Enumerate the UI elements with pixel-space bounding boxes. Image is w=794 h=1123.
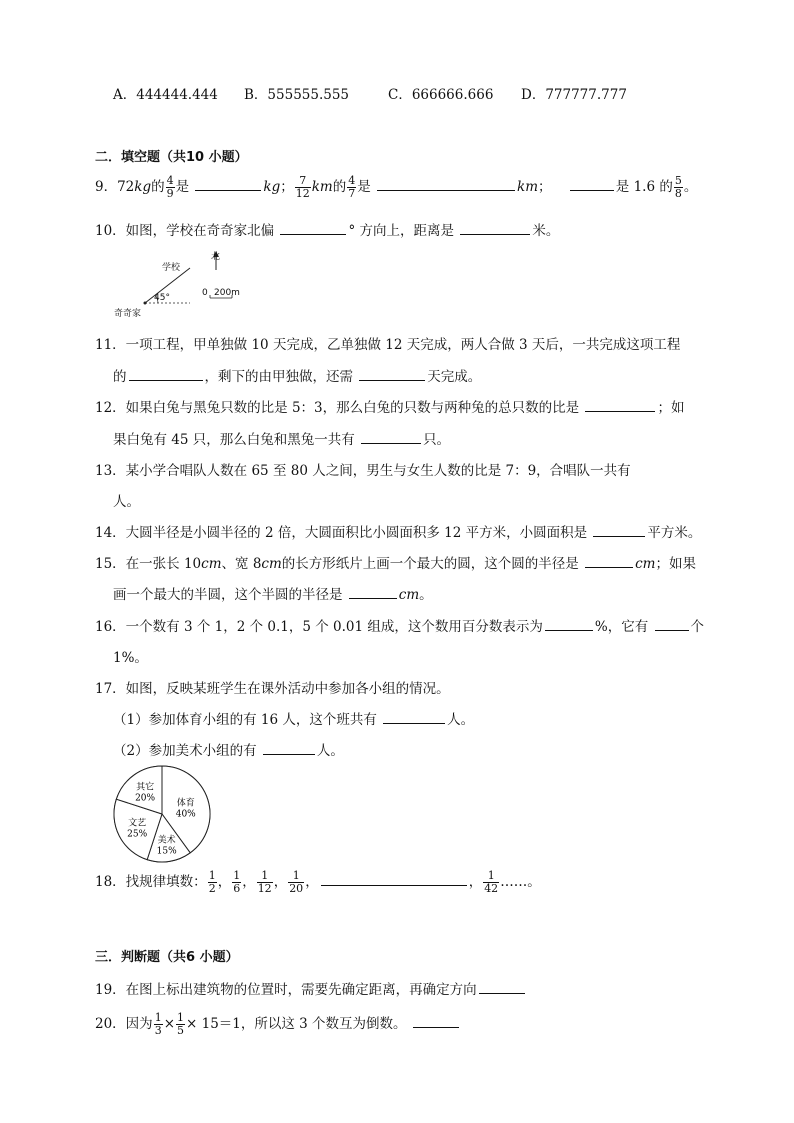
label-school: 学校 (162, 263, 181, 273)
pie-label-category: 体育 (176, 798, 195, 809)
option-c: C．666666.666 (388, 87, 494, 103)
answer-blank[interactable] (460, 222, 530, 235)
pie-label-category: 文艺 (128, 818, 147, 829)
answer-blank[interactable] (280, 222, 346, 235)
question-16-line-2: 1%。 (113, 650, 148, 666)
answer-blank[interactable] (545, 618, 593, 631)
option-a: A．444444.444 (113, 87, 218, 103)
pie-label-category: 美术 (157, 835, 176, 846)
activity-pie-chart (112, 764, 212, 864)
answer-blank[interactable] (383, 711, 445, 724)
answer-blank[interactable] (585, 399, 655, 412)
question-12-line-2: 果白兔有 45 只，那么白兔和黑兔一共有 只。 (113, 432, 451, 448)
answer-blank[interactable] (195, 178, 261, 191)
question-15-line-2: 画一个最大的半圆，这个半圆的半径是 cm。 (113, 587, 433, 603)
answer-blank[interactable] (359, 368, 425, 381)
answer-blank[interactable] (349, 586, 397, 599)
pie-label-percent: 25% (127, 829, 148, 840)
answer-blank[interactable] (377, 178, 515, 191)
answer-blank[interactable] (129, 368, 203, 381)
scale-length: 200m (214, 288, 240, 298)
answer-blank[interactable] (570, 178, 614, 191)
question-11-line-2: 的 ，剩下的由甲独做，还需 天完成。 (113, 369, 482, 385)
question-13-line-1: 13．某小学合唱队人数在 65 至 80 人之间，男生与女生人数的比是 7：9，合唱队一共有 (95, 463, 631, 479)
answer-blank[interactable] (479, 981, 525, 994)
label-home: 奇奇家 (114, 309, 142, 319)
question-18: 18．找规律填数： $\frac{1}{2}$ ， $\frac{1}{6}$ ， $\frac{1}{12}$ ， $\frac{1}{20}$ ， ， $\frac{1}{42}$ ……。 (95, 869, 541, 895)
question-17-stem: 17．如图，反映某班学生在课外活动中参加各小组的情况。 (95, 681, 450, 697)
label-north: 北 (211, 252, 221, 262)
answer-blank[interactable] (655, 618, 689, 631)
home-point (144, 302, 147, 305)
question-13-line-2: 人。 (113, 494, 140, 510)
pie-label-category: 其它 (136, 782, 155, 793)
option-b: B．555555.555 (244, 87, 350, 103)
answer-blank[interactable] (263, 742, 315, 755)
section-title-true-false: 三．判断题（共6 小题） (95, 950, 239, 965)
pie-label-percent: 15% (156, 846, 177, 857)
scale-zero: 0 (202, 288, 208, 298)
question-9: 9．72kg的 $\frac{4}{9}$ 是 kg； $\frac{7}{12}$ km的 $\frac{4}{7}$ 是 km； 是 1.6 的 $\frac{5}{8}$ 。 (95, 174, 698, 200)
question-16-line-1: 16．一个数有 3 个 1，2 个 0.1，5 个 0.01 组成，这个数用百分数表示为 %，它有 个 (95, 619, 705, 635)
question-19: 19．在图上标出建筑物的位置时，需要先确定距离，再确定方向 (95, 978, 527, 998)
question-12-line-1: 12．如果白兔与黑兔只数的比是 5：3，那么白兔的只数与两种兔的总只数的比是 ；如 (95, 400, 685, 416)
section-title-fill-in: 二．填空题（共10 小题） (95, 150, 248, 165)
direction-figure (110, 246, 250, 320)
pie-label-percent: 40% (175, 809, 196, 820)
question-14: 14．大圆半径是小圆半径的 2 倍，大圆面积比小圆面积多 12 平方米，小圆面积是 平方米。 (95, 525, 702, 541)
answer-blank[interactable] (321, 873, 467, 886)
question-10: 10．如图，学校在奇奇家北偏 ° 方向上，距离是 米。 (95, 223, 560, 239)
answer-blank[interactable] (413, 1015, 459, 1028)
pie-label-percent: 20% (135, 793, 156, 804)
question-17-part-1: （1）参加体育小组的有 16 人，这个班共有 人。 (113, 712, 475, 728)
answer-blank[interactable] (593, 524, 645, 537)
answer-blank[interactable] (361, 431, 421, 444)
option-d: D．777777.777 (521, 87, 627, 103)
label-angle: 45° (154, 293, 170, 303)
answer-blank[interactable] (585, 555, 633, 568)
question-20: 20．因为 $\frac{1}{3}$ × $\frac{1}{5}$ × 15＝1，所以这 3 个数互为倒数。 (95, 1012, 461, 1037)
question-11-line-1: 11．一项工程，甲单独做 10 天完成，乙单独做 12 天完成，两人合做 3 天后，一共完成这项工程 (95, 337, 681, 353)
question-15-line-1: 15．在一张长 10cm、宽 8cm的长方形纸片上画一个最大的圆，这个圆的半径是 cm；如果 (95, 556, 696, 572)
question-17-part-2: （2）参加美术小组的有 人。 (113, 743, 344, 759)
